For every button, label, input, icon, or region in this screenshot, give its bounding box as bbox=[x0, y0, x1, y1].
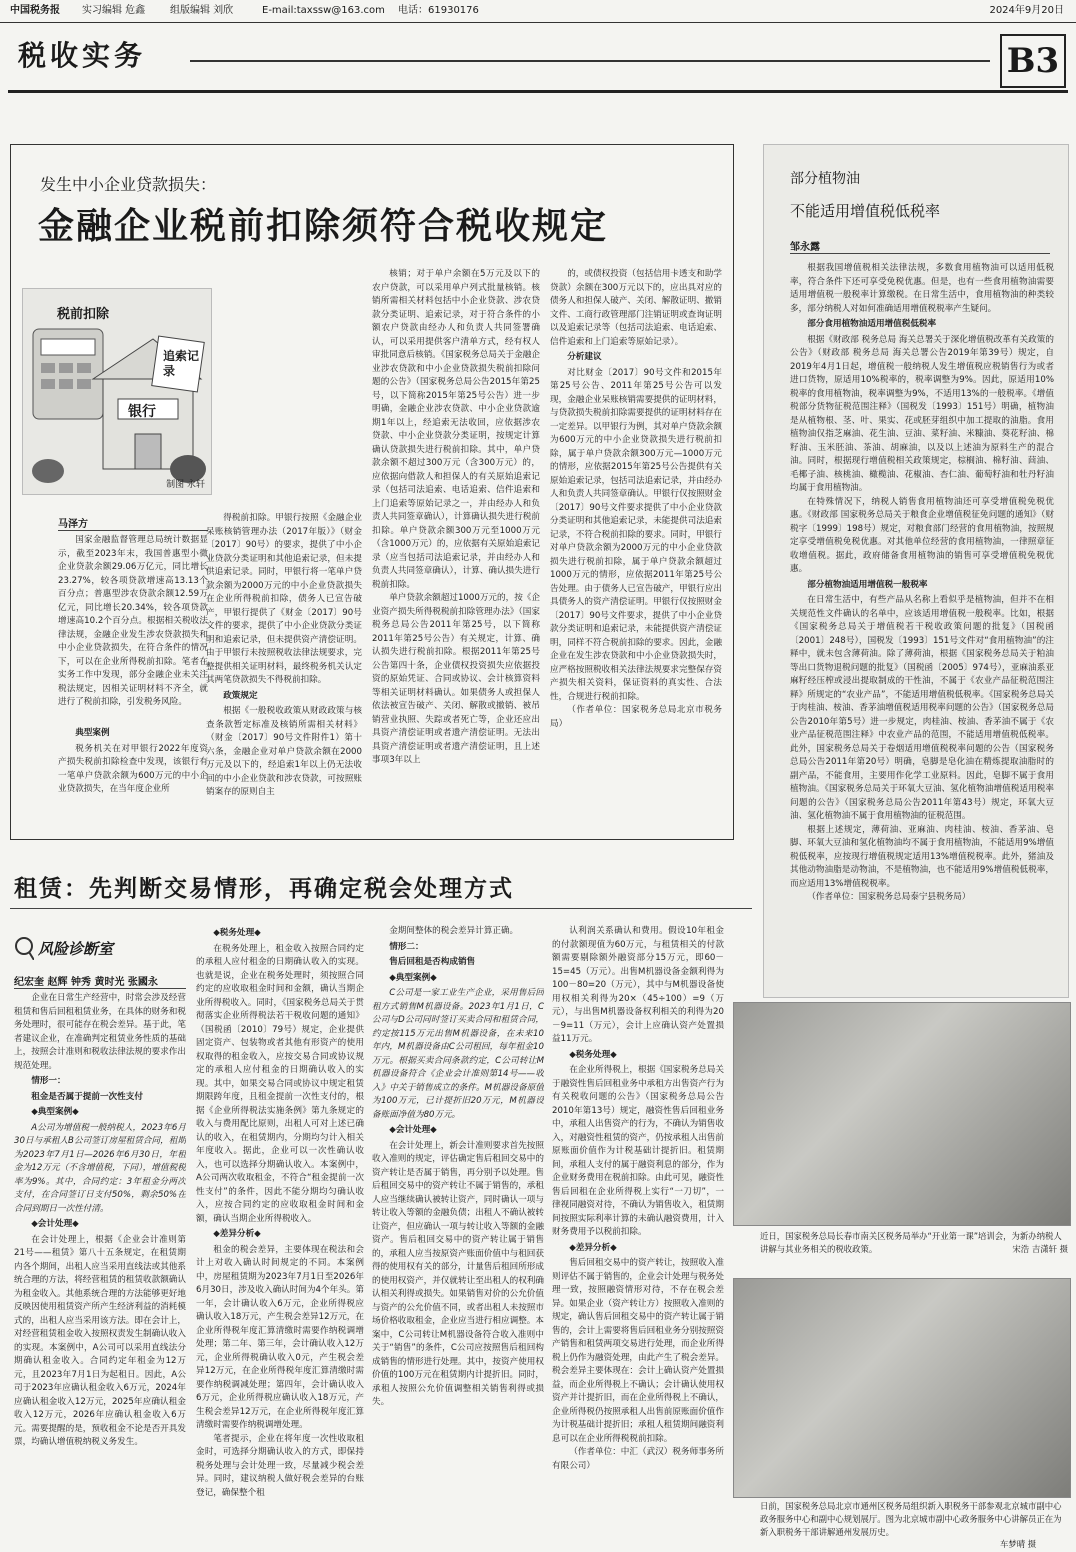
illus-label-bank: 银行 bbox=[128, 404, 156, 420]
article1-col1: 国家金融监督管理总局统计数据显示，截至2023年末，我国普惠型小微企业贷款余额29.06万亿元，同比增长23.27%，较各项贷款增速高13.13个百分点；普惠型涉农贷款余额12.59万亿元，同比增长20.34%，较各项贷款增速高10.2个百分点。根据相关税收法律法规，金融企业发生涉农贷款损失和中小企业贷款损失，在符合条件的情况下，可以在企业所得税前扣除。笔者在实务工作中发现，部分金融企业未关注税法规定，因相关证明材料不齐全，就进行了税前扣除，引发税务风险。 bbox=[58, 535, 208, 707]
case2-title: 情形二： bbox=[389, 941, 424, 952]
article1-col4: 的，或债权投资（包括信用卡透支和助学贷款）余额在300万元以下的，应出具对应的债务人和担保人破产、关闭、解散证明、撤销文件、工商行政管理部门注销证明或查询证明以及追索记录等（包括司法追索、电话追索、信件追索和上门追索等原始记录）。 分析建议 对比财金〔2017〕90号文件和2015年第25号公告、2011年第25号公告可以发现，金融企业呆账核销需要提供的证明材料，与贷款损失税前扣除需要提供的证明材料存在一定差异。以甲银行为例，其对单户贷款余额为600万元的中小企业贷款损失进行税前扣除，属于单户贷款余额300万元—1000万元的情形，应依据2015年第25号公告提供有关原始追索记录，包括司法追索记录，并由经办人和负责人共同签章确认。甲银行仅按照财金〔2017〕90号文件要求提供了中小企业贷款分类证明和其他追索记录，未能提供司法追索记录，不符合税前扣除的要求。同时，甲银行对单户贷款余额为2000万元的中小企业贷款损失进行税前扣除，属于单户贷款余额超过1000万元的情形，应依据2011年第25号公告处理。由于债务人已宣告破产，甲银行应出具债务人的资产清偿证明。甲银行仅按照财金〔2017〕90号文件要求，提供了中小企业贷款分类证明和追索记录，未能提供资产清偿证明，同样不符合税前扣除的要求。因此，金融企业在发生涉农贷款和中小企业贷款损失时，应严格按照税收相关法律法规要求完整保存资产损失相关资料，保证资料的真实性、合法性，合规进行税前扣除。 （作者单位：国家税务总局北京市税务局） bbox=[550, 269, 722, 729]
illus-label-deduction: 税前扣除 bbox=[57, 307, 110, 322]
case2-acct-title: ◆会计处理◆ bbox=[389, 1125, 437, 1135]
case2-diff-title: ◆差异分析◆ bbox=[569, 1242, 617, 1253]
policy-title: 政策规定 bbox=[223, 690, 258, 701]
bank-illustration-icon bbox=[23, 289, 211, 494]
article2-authors: 纪宏奎 赵辉 钟秀 黄时光 张國永 bbox=[14, 973, 186, 989]
article2-col2: ◆税务处理◆ 在税务处理上，租金收入按照合同约定的承租人应付租金的日期确认收入的实现。也就是说，企业在税务处理时，须按照合同约定的应收取租金时间和金额，确认当期企业所得税收入。同时，《国家税务总局关于贯彻落实企业所得税法若干税收问题的通知》（国税函〔2010〕79号）规定，企业提供固定资产、包装物或者其他有形资产的使用权取得的租金收入，应按交易合同或协议规定的承租人应付租金的日期确认收入的实现。其中，如果交易合同或协议中规定租赁期限跨年度，且租金提前一次性支付的，根据《企业所得税法实施条例》第九条规定的收入与费用配比原则，出租人可对上述已确认的收入，在租赁期内，分期均匀计入相关年度收入。据此，企业可以一次性确认收入，也可以选择分期确认收入。本案例中，A公司两次收取租金，不符合“租金提前一次性支付”的条件，因此不能分期均匀确认收入，应按合同约定的应收取租金时间和金额，确认当期企业所得税收入。 ◆差异分析◆ 租金的税会差异，主要体现在税法和会计上对收入确认时间规定的不同。本案例中，房屋租赁期为2023年7月1日至2026年6月30日，涉及收入确认时间为4个年头。第一年，会计确认收入6万元，企业所得税应确认收入18万元，产生税会差异12万元，在企业所得税年度汇算清缴时需要作纳税调增处理；第二年、第三年，会计确认收入12万元，企业所得税确认收入0元，产生税会差异12万元，在企业所得税年度汇算清缴时需要作纳税调减处理；第四年，会计确认收入6万元，企业所得税应确认收入18万元，产生税会差异12万元，在企业所得税年度汇算清缴时需要作纳税调增处理。 笔者提示，企业在将年度一次性收取租金时，可选择分期确认收入的方式，即保持税务处理与会计处理一致，尽量减少税会差异。同时，建议纳税人做好税会差异的台账登记，确保整个租 bbox=[196, 928, 364, 1498]
column-logo bbox=[14, 928, 134, 968]
case2-subtitle: 售后回租是否构成销售 bbox=[389, 957, 476, 967]
photo1-credit: 宋浩 吉潇轩 摄 bbox=[1012, 1244, 1068, 1254]
masthead-paper: 中国税务报 bbox=[10, 5, 60, 16]
masthead-proofreader: 组版编辑 刘欣 bbox=[170, 5, 234, 16]
page-number: B3 bbox=[1000, 34, 1066, 88]
photo-visit bbox=[733, 1278, 1071, 1498]
article2-headline: 租赁：先判断交易情形，再确定税会处理方式 bbox=[14, 875, 514, 902]
case-title: 典型案例 bbox=[75, 728, 110, 738]
article1-kicker: 发生中小企业贷款损失： bbox=[40, 175, 217, 194]
masthead-date: 2024年9月20日 bbox=[989, 5, 1064, 16]
case1-subtitle: 租金是否属于提前一次性支付 bbox=[31, 1091, 143, 1102]
article1-author: 马泽方 bbox=[58, 515, 208, 531]
case1-typical: ◆典型案例◆ bbox=[31, 1107, 79, 1117]
article1-col3: 核销；对于单户余额在5万元及以下的农户贷款，可以采用单户列式批量核销。核销所需相关材料包括中小企业贷款、涉农贷款分类证明、追索记录，对于符合条件的小额农户贷款由经办人和负责人共同签署确认，可以采用提供客户清单方式，经有权人审批同意后核销。《国家税务总局关于金融企业涉农贷款和中小企业贷款损失税前扣除问题的公告》（国家税务总局公告2015年第25号，以下简称2015年第25号公告）进一步明确，金融企业涉农贷款、中小企业贷款逾期1年以上，经追索无法收回，应依据涉农贷款、中小企业贷款分类证明，按规定计算确认贷款损失进行税前扣除。其中，单户贷款余额不超过300万元（含300万元）的，应依据向借款人和担保人的有关原始追索记录（包括司法追索、电话追索、信件追索和上门追索等原始记录之一，并由经办人和负责人共同签章确认），计算确认损失进行税前扣除。单户贷款余额300万元至1000万元（含1000万元）的，应依据有关原始追索记录（应当包括司法追索记录，并由经办人和负责人共同签章确认），计算、确认损失进行税前扣除。 单户贷款余额超过1000万元的，按《企业资产损失所得税税前扣除管理办法》（国家税务总局公告2011年第25号，以下简称2011年第25号公告）有关规定，计算、确认损失进行税前扣除。根据2011年第25号公告第四十条，企业债权投资损失应依据投资的原始凭证、合同或协议、会计核算资料等相关证明材料确认。如果债务人或担保人依法被宣告破产、关闭、解散或撤销、被吊销营业执照、失踪或者死亡等，企业还应出具资产清偿证明或者遗产清偿证明。无法出具资产清偿证明或者遗产清偿证明，且上述事项3年以上 bbox=[372, 269, 540, 765]
masthead-email: E-mail:taxssw@163.com bbox=[262, 5, 385, 16]
case2-typical: ◆典型案例◆ bbox=[389, 972, 437, 983]
article2-col1: 企业在日常生产经营中，时常会涉及经营租赁和售后回租租赁业务，在具体的财务和税务处理时，很可能存在税会差异。基于此，笔者建议企业，在准确判定租赁业务性质的基础上，按照会计准则和税收法律法规的要求作出规范处理。 情形一： 租金是否属于提前一次性支付 ◆典型案例◆ A公司为增值税一般纳税人，2023年6月30日与承租人B公司签订房屋租赁合同，租期为2023年7月1日—2026年6月30日，年租金为12万元（不含增值税，下同），增值税税率为9%。其中，合同约定：3年租金分两次支付，在合同签订日支付50%，剩余50%在合同到期日一次性付清。 ◆会计处理◆ 在会计处理上，根据《企业会计准则第21号——租赁》第八十五条规定，在租赁期内各个期间，出租人应当采用直线法或其他系统合理的方法，将经营租赁的租赁收款额确认为租金收入。其他系统合理的方法能够更好地反映因使用租赁资产所产生经济利益的消耗模式的，出租人应当采用该方法。即在会计上，对经营租赁租金收入按照权责发生制确认收入的实现。本案例中，A公司可以采用直线法分期确认租金收入。合同约定年租金为12万元，且2023年7月1日为起租日。因此，A公司于2023年应确认租金收入6万元，2024年应确认租金收入12万元，2025年应确认租金收入12万元，2026年应确认租金收入6万元。需要提醒的是，预收租金不论是否开具发票，均确认增值税纳税义务发生。 bbox=[14, 993, 186, 1447]
case1-tax-title: ◆税务处理◆ bbox=[213, 928, 261, 938]
column-logo-text: 风险诊断室 bbox=[38, 940, 114, 958]
photo1-caption: 近日，国家税务总局长春市南关区税务局举办“开业第一课”培训会，为新办纳税人讲解与其业务相关的税收政策。 宋浩 吉潇轩 摄 bbox=[760, 1231, 1068, 1254]
case1-title: 情形一： bbox=[31, 1076, 66, 1086]
article2-rule bbox=[10, 908, 752, 909]
sidebar-headline: 不能适用增值税低税率 bbox=[790, 202, 941, 220]
case1-diff-title: ◆差异分析◆ bbox=[213, 1229, 261, 1239]
article1-col1b: 典型案例 税务机关在对甲银行2022年度资产损失税前扣除检查中发现，该银行有一笔单户贷款余额为600万元的中小企业贷款损失，在当年度企业所 bbox=[58, 728, 208, 794]
photo2-credit: 车梦晴 摄 bbox=[1000, 1539, 1037, 1549]
case1-acct-title: ◆会计处理◆ bbox=[31, 1219, 79, 1229]
article2-col3: 金期间整体的税会差异计算正确。 情形二： 售后回租是否构成销售 ◆典型案例◆ C公司是一家工业生产企业，采用售后回租方式销售M机器设备。2023年1月1日，C公司与D公司同时签订买卖合同和租赁合同，约定按115万元出售M机器设备，在未来10年内，M机器设备由C公司租回，每年租金10万元。根据买卖合同条款约定，C公司转让M机器设备符合《企业会计准则第14号——收入》中关于销售成立的条件。M机器设备原值为100万元，已计提折旧20万元，M机器设备账面净值为80万元。 ◆会计处理◆ 在会计处理上，新会计准则要求首先按照收入准则的规定，评估确定售后租回交易中的资产转让是否属于销售，再分别予以处理。售后租回交易中的资产转让不属于销售的，承租人应当继续确认被转让资产，同时确认一项与转让收入等额的金融负债；出租人不确认被转让资产，但应确认一项与转让收入等额的金融资产。售后租回交易中的资产转让属于销售的，承租人应当按原资产账面价值中与租回获得的使用权有关的部分，计量售后租回所形成的使用权资产，并仅就转让至出租人的权利确认相关利得或损失。如果销售对价的公允价值与资产的公允价值不同，或者出租人未按照市场价格收取租金，企业应当进行相应调整。本案中，C公司转让M机器设备符合收入准则中关于“销售”的条件，C公司应按照售后租回构成销售的情形进行处理。其中，按资产使用权价值的100万元在租赁期内计提折旧。同时，承租人按照公允价值调整相关销售利得或损失。 bbox=[372, 926, 544, 1407]
sidebar-body: 根据我国增值税相关法律法规，多数食用植物油可以适用低税率，符合条件下还可享受免税优惠。但是，也有一些食用植物油需要适用增值税一般税率计算缴税。在日常生活中，食用植物油的种类较多，部分纳税人对如何准确适用增值税税率产生疑问。 部分食用植物油适用增值税低税率 根据《财政部 税务总局 海关总署关于深化增值税改革有关政策的公告》（财政部 税务总局 海关总署公告2019年第39号）规定，自2019年4月1日起，增值税一般纳税人发生增值税应税销售行为或者进口货物，原适用10%税率的，税率调整为9%。因此，原适用10%税率的食用植物油，税率调整为9%，不适用13%的一般税率。《增值税部分货物征税范围注释》（国税发〔1993〕151号）明确，植物油是从植物根、茎、叶、果实、花或胚芽组织中加工提取的油脂。食用植物油仅指芝麻油、花生油、豆油、菜籽油、米糠油、葵花籽油、棉籽油、玉米胚油、茶油、胡麻油，以及以上述油为原料生产的混合油。同时，根据现行增值税相关政策规定，棕榈油、棉籽油、茴油、毛椰子油、核桃油、橄榄油、花椒油、杏仁油、葡萄籽油和牡丹籽油均属于食用植物油。 在特殊情况下，纳税人销售食用植物油还可享受增值税免税优惠。《财政部 国家税务总局关于粮食企业增值税征免问题的通知》（财税字〔1999〕198号）规定，对粮食部门经营的食用植物油，按照规定享受增值税免税优惠。对其他单位经营的食用植物油，一律照章征收增值税。据此，政府储备食用植物油的销售可享受增值税免税优惠。 部分植物油适用增值税一般税率 在日常生活中，有些产品从名称上看似乎是植物油，但并不在相关规范性文件确认的名单中，应该适用增值税一般税率。比如，根据《国家税务总局关于增值税若干税收政策问题的批复》（国税函〔2001〕248号），国税发〔1993〕151号文件对“食用植物油”的注释中，就未包含薄荷油。除了薄荷油，根据《国家税务总局关于粕油等出口货物退税问题的批复》（国税函〔2005〕974号），亚麻油系亚麻籽经压榨或浸出提取制成的干性油，不属于《农业产品征税范围注释》所规定的“农业产品”，不能适用增值税低税率。《国家税务总局关于肉桂油、桉油、香茅油增值税适用税率问题的公告》（国家税务总局公告2010年第5号）进一步规定，肉桂油、桉油、香茅油不属于《农业产品征税范围注释》中农业产品的范围，不能适用增值税低税率。此外，国家税务总局关于卷烟适用增值税税率问题的公告（国家税务总局公告2011年第20号）明确，皂脚是皂化油在精炼提取油脂时的副产品，不能食用，主要用作化学工业原料。因此，皂脚不属于食用植物油。《国家税务总局关于环氧大豆油、氢化植物油增值税适用税率问题的公告》（国家税务总局公告2011年第43号）规定，环氧大豆油、氢化植物油不属于食用植物油的征税范围。 根据上述规定，薄荷油、亚麻油、肉桂油、桉油、香茅油、皂脚、环氧大豆油和氢化植物油均不属于食用植物油，不能适用9%增值税低税率，应按现行增值税规定适用13%增值税税率。此外，猪油及其他动物油脂是动物油，不是植物油，也不能适用9%增值税低税率，而应适用13%增值税税率。 （作者单位：国家税务总局泰宁县税务局） bbox=[790, 263, 1054, 902]
sidebar-kicker: 部分植物油 bbox=[790, 171, 860, 187]
sidebar-s2-title: 部分植物油适用增值税一般税率 bbox=[807, 579, 928, 590]
article1-headline: 金融企业税前扣除须符合税收规定 bbox=[38, 205, 609, 247]
masthead bbox=[0, 0, 1076, 23]
article2-col4: 认利润关系确认和费用。假设10年租金的付款额现值为60万元，与租赁相关的付款额需要剔除额外融资部分15万元，即60－15=45（万元）。出售M机器设备金额利得为100－80=20（万元），其中与M机器设备使用权相关利得为20×（45÷100）=9（万元），与出售M机器设备权利相关的利得为20－9=11（万元），会计上应确认资产处置损益11万元。 ◆税务处理◆ 在企业所得税上，根据《国家税务总局关于融资性售后回租业务中承租方出售资产行为有关税收问题的公告》（国家税务总局公告2010年第13号）规定，融资性售后回租业务中，承租人出售资产的行为，不确认为销售收入，对融资性租赁的资产，仍按承租人出售前原账面价值作为计税基础计提折旧。租赁期间，承租人支付的属于融资利息的部分，作为企业财务费用在税前扣除。由此可见，融资性售后回租在企业所得税上实行“一刀切”，一律视同融资对待，不确认为销售收入，租赁期间按照实际利率计算的未确认融资费用，计入财务费用予以税前扣除。 ◆差异分析◆ 售后回租交易中的资产转让，按照收入准则评估不属于销售的，企业会计处理与税务处理一致，按照融资情形对待，不存在税会差异。如果企业（资产转让方）按照收入准则的规定，确认售后回租交易中的资产转让属于销售的，会计上需要将售后回租业务分别按照资产销售和租赁两项交易进行处理，而企业所得税上仍作为融资处理，由此产生了税会差异。税会差异主要体现在：会计上确认资产处置损益，而企业所得税上不确认；会计确认使用权资产并计提折旧，而在企业所得税上不确认，企业所得税仍按照承租人出售前原账面价值作为计税基础计提折旧；承租人租赁期间融资利息可以在企业所得税税前扣除。 （作者单位：中汇（武汉）税务师事务所有限公司） bbox=[552, 926, 724, 1471]
section-title: 税收实务 bbox=[18, 39, 147, 72]
diagnosis-icon bbox=[14, 936, 34, 960]
analysis-title: 分析建议 bbox=[567, 352, 602, 362]
article1-illustration bbox=[22, 288, 212, 495]
photo-training bbox=[733, 1002, 1071, 1226]
sidebar-author: 邹永露 bbox=[790, 238, 1050, 254]
illustration-credit: 制图 永轩 bbox=[166, 480, 205, 490]
case2-tax-title: ◆税务处理◆ bbox=[569, 1049, 617, 1060]
section-rule bbox=[190, 60, 990, 62]
sidebar-s1-title: 部分食用植物油适用增值税低税率 bbox=[807, 319, 937, 329]
illus-label-record: 追索记录 bbox=[163, 349, 200, 378]
masthead-editor: 实习编辑 危鑫 bbox=[82, 5, 146, 16]
article1-col2: 得税前扣除。甲银行按照《金融企业呆账核销管理办法（2017年版）》（财金〔2017〕90号）的要求，提供了中小企业贷款分类证明和其他追索记录，但未提供追索记录。同时，甲银行将一笔单户贷款余额为2000万元的中小企业贷款损失在企业所得税前扣除，债务人已宣告破产，甲银行提供了《财金〔2017〕90号文件的要求，提供了中小企业贷款分类证明和追索记录，但未提供资产清偿证明。由于甲银行未按照税收法律法规要求，完整提供相关证明材料，最终税务机关认定其两笔贷款损失不得税前扣除。 政策规定 根据《一般税收政策从财政政策与核查条款暂定标准及核销所需相关材料》（财金〔2017〕90号文件附件1）第十六条，金融企业对单户贷款余额在2000万元及以下的，经追索1年以上仍无法收回的中小企业贷款和涉农贷款，可按照账销案存的原则自主 bbox=[206, 513, 362, 797]
photo2-caption: 日前，国家税务总局北京市通州区税务局组织新入职税务干部参观北京城市副中心政务服务中心和副中心规划展厅。图为北京城市副中心政务服务中心讲解员正在为新入职税务干部讲解通州发展历史。 bbox=[760, 1501, 1062, 1537]
masthead-phone: 电话：61930176 bbox=[398, 5, 479, 16]
